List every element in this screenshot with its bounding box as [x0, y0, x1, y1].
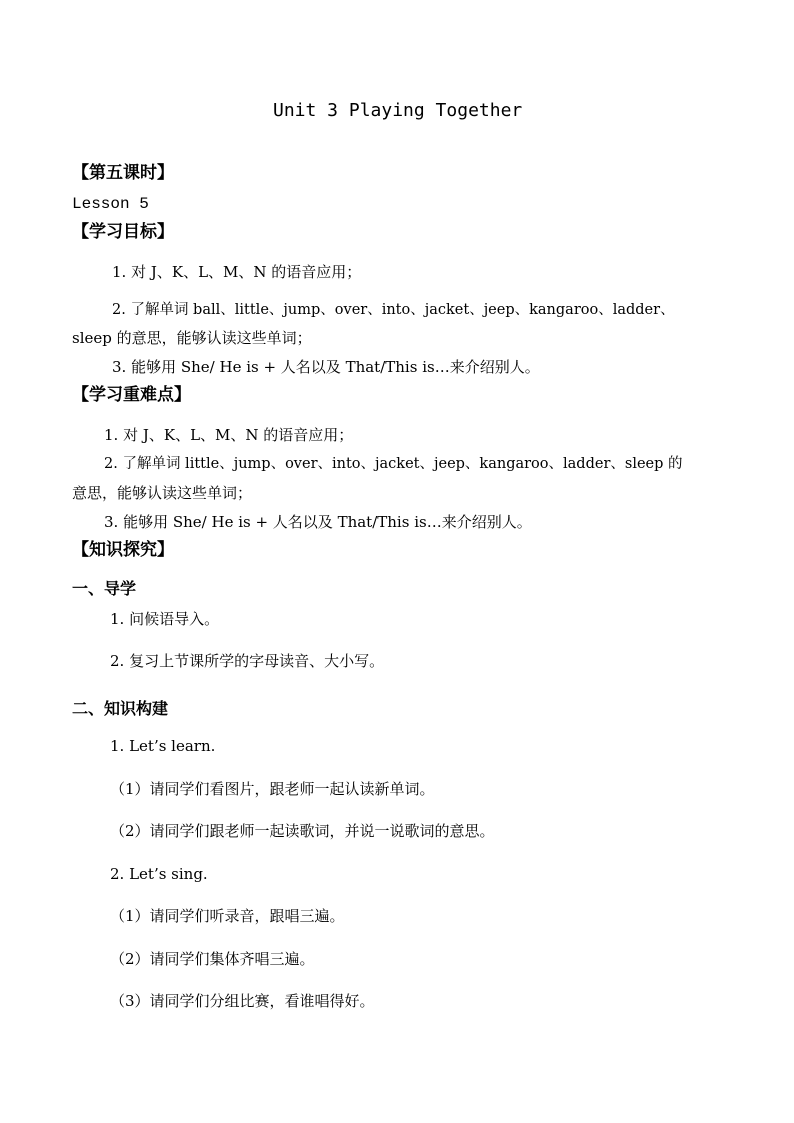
key-point-item: 3. 能够用 She/ He is + 人名以及 That/This is…来介绍别人。 [104, 513, 532, 531]
goals-heading: 【学习目标】 [72, 222, 174, 242]
guide-item: 1. 问候语导入。 [110, 610, 220, 628]
build-heading: 二、知识构建 [72, 699, 169, 718]
build-item: 1. Let’s learn. [110, 737, 216, 755]
build-item: （1）请同学们看图片，跟老师一起认读新单词。 [110, 780, 435, 798]
build-item: （1）请同学们听录音，跟唱三遍。 [110, 907, 345, 925]
goal-item: 3. 能够用 She/ He is + 人名以及 That/This is…来介绍别人。 [112, 358, 540, 376]
goal-item-continued: sleep 的意思，能够认读这些单词； [72, 329, 312, 347]
build-item: （2）请同学们跟老师一起读歌词，并说一说歌词的意思。 [110, 822, 495, 840]
goal-item: 1. 对 J、K、L、M、N 的语音应用； [112, 263, 362, 281]
guide-heading: 一、导学 [72, 579, 137, 598]
key-point-item: 2. 了解单词 little、jump、over、into、jacket、jeep、kangaroo、ladder、sleep 的 [104, 456, 683, 472]
lesson-label: Lesson 5 [72, 195, 149, 213]
build-item: 2. Let’s sing. [110, 865, 208, 883]
key-point-item: 1. 对 J、K、L、M、N 的语音应用； [104, 426, 354, 444]
document-title: Unit 3 Playing Together [273, 100, 523, 121]
explore-heading: 【知识探究】 [72, 540, 174, 560]
goal-item: 2. 了解单词 ball、little、jump、over、into、jacket、jeep、kangaroo、ladder、 [112, 302, 675, 318]
build-item: （3）请同学们分组比赛，看谁唱得好。 [110, 992, 375, 1010]
key-point-item-continued: 意思，能够认读这些单词； [72, 484, 253, 502]
guide-item: 2. 复习上节课所学的字母读音、大小写。 [110, 652, 385, 670]
period-heading: 【第五课时】 [72, 163, 174, 183]
build-item: （2）请同学们集体齐唱三遍。 [110, 950, 315, 968]
key-points-heading: 【学习重难点】 [72, 385, 191, 405]
